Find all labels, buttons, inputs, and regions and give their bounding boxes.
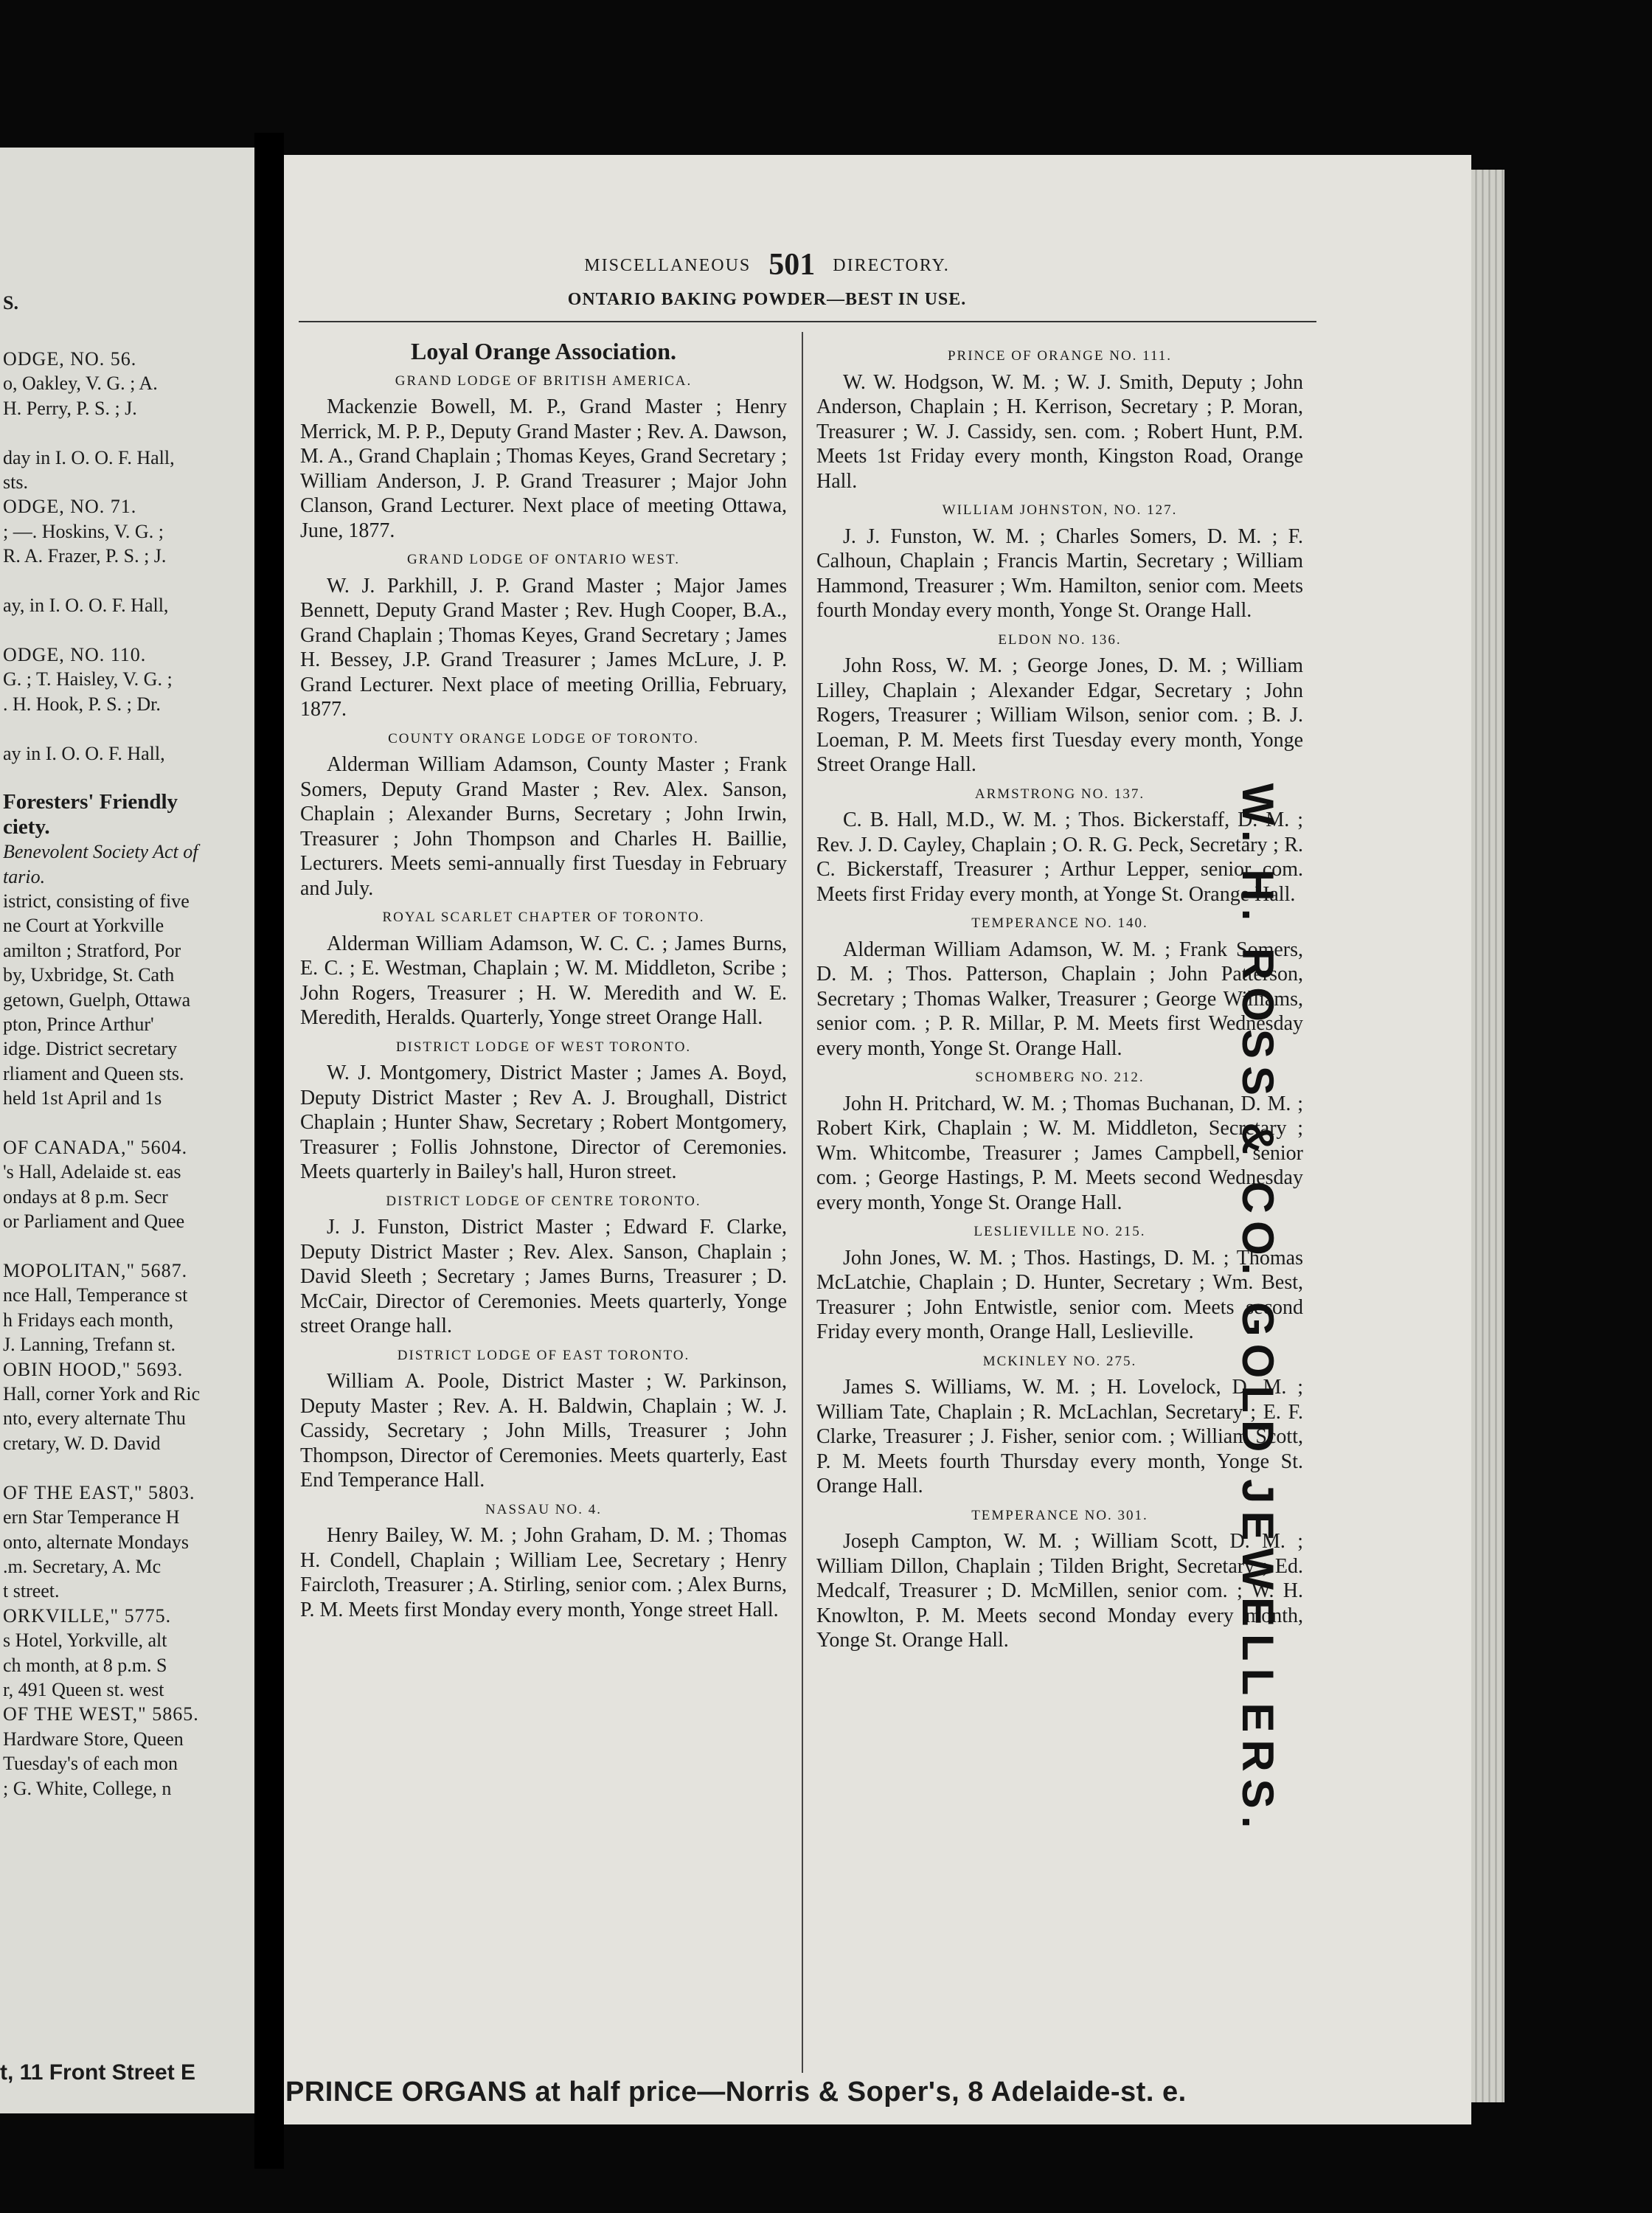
section-main-title: Loyal Orange Association. <box>410 338 676 364</box>
left-page-line: ODGE, NO. 110. <box>3 643 147 665</box>
lodge-title: MCKINLEY NO. 275. <box>982 1353 1137 1369</box>
lodge-entry-text: James S. Williams, W. M. ; H. Lovelock, D. M. ; William Tate, Chaplain ; R. McLachlan, Secretary ; E. F. Clarke, Treasurer ; J. Fisher, senior com. ; William Scott, P. M. Meets fourth Thursday every month, Yonge St. Orange Hall. <box>816 1376 1303 1497</box>
left-page-footer: t, 11 Front Street E <box>0 2060 196 2085</box>
page-subheader-ad: ONTARIO BAKING POWDER—BEST IN USE. <box>567 290 967 309</box>
page-edges <box>1471 170 1504 2102</box>
left-page-line: OF THE WEST," 5865. <box>3 1703 199 1725</box>
left-page-line: or Parliament and Quee <box>3 1211 185 1233</box>
lodge-title: DISTRICT LODGE OF WEST TORONTO. <box>395 1039 692 1055</box>
left-page-line: by, Uxbridge, St. Cath <box>3 964 175 986</box>
lodge-entry-text: John H. Pritchard, W. M. ; Thomas Buchanan, D. M. ; Robert Kirk, Chaplain ; W. M. Middleton, Secretary ; Wm. Whitcombe, Treasurer ; James Campbell, senior com. ; George Hastings, P. M. Meets second Wednesday every month, Yonge St. Orange Hall. <box>816 1092 1303 1214</box>
left-page-line <box>0 617 200 642</box>
left-page-line: ay, in I. O. O. F. Hall, <box>3 595 169 617</box>
lodge-entry-text: W. J. Montgomery, District Master ; James A. Boyd, Deputy District Master ; Rev A. J. Broughall, District Chaplain ; Hunter Shaw, Secretary ; Robert Montgomery, Treasurer ; Follis Johnstone, Director of Ceremonies. Meets quarterly in Bailey's hall, Huron street. <box>300 1062 787 1183</box>
lodge-entry-text: John Jones, W. M. ; Thos. Hastings, D. M. ; Thomas McLatchie, Chaplain ; D. Hunter, Secretary ; Wm. Best, Treasurer ; John Entwistle, senior com. Meets second Friday every month, Orange Hall, Leslieville. <box>816 1246 1303 1343</box>
lodge-entry-text: Alderman William Adamson, W. C. C. ; James Burns, E. C. ; E. Westman, Chaplain ; W. M. Middleton, Scribe ; John Rogers, Treasurer ; H. W. Meredith and W. E. Meredith, Heralds. Quarterly, Yonge street Orange Hall. <box>300 932 787 1029</box>
left-page-line: . H. Hook, P. S. ; Dr. <box>3 693 161 715</box>
left-page-line: ch month, at 8 p.m. S <box>3 1654 167 1676</box>
header-rule <box>299 321 1316 322</box>
left-page-line: ern Star Temperance H <box>3 1506 180 1528</box>
lodge-title: LESLIEVILLE NO. 215. <box>974 1224 1146 1239</box>
left-page-line: ciety. <box>3 814 50 839</box>
left-page-line: nto, every alternate Thu <box>3 1407 186 1430</box>
page-number: 501 <box>768 248 816 282</box>
left-page-line: rliament and Queen sts. <box>3 1062 184 1084</box>
lodge-title: DISTRICT LODGE OF CENTRE TORONTO. <box>386 1193 701 1209</box>
lodge-title: WILLIAM JOHNSTON, NO. 127. <box>942 502 1178 518</box>
lodge-title: GRAND LODGE OF ONTARIO WEST. <box>407 552 680 567</box>
left-page-line: ORKVILLE," 5775. <box>3 1604 172 1627</box>
left-page-line: ne Court at Yorkville <box>3 915 164 937</box>
lodge-title: DISTRICT LODGE OF EAST TORONTO. <box>397 1347 690 1363</box>
left-page-line: Hall, corner York and Ric <box>3 1383 201 1405</box>
left-page-line: istrict, consisting of five <box>3 890 190 912</box>
lodge-entry-text: W. J. Parkhill, J. P. Grand Master ; Major James Bennett, Deputy Grand Master ; Rev. Hugh Cooper, B.A., Grand Chaplain ; Thomas Keyes, Grand Secretary ; James H. Bessey, J.P. Grand Treasurer ; James McLure, J. P. Grand Lecturer. Next place of meeting Orillia, February, 1877. <box>300 574 787 721</box>
left-page-line: getown, Guelph, Ottawa <box>3 988 191 1011</box>
left-page-line: ondays at 8 p.m. Secr <box>3 1185 168 1208</box>
right-page <box>284 155 1471 2124</box>
left-page-line: G. ; T. Haisley, V. G. ; <box>3 668 173 690</box>
left-page-line: h Fridays each month, <box>3 1309 174 1331</box>
left-page-line <box>0 1234 200 1258</box>
lodge-title: ARMSTRONG NO. 137. <box>974 786 1145 802</box>
left-page-line <box>0 420 200 445</box>
lodge-entry-text: J. J. Funston, W. M. ; Charles Somers, D. M. ; F. Calhoun, Chaplain ; Francis Martin, Secretary ; William Hammond, Treasurer ; Wm. Hamilton, senior com. Meets fourth Monday every month, Yonge St. Orange Hall. <box>816 524 1303 622</box>
left-page-line: pton, Prince Arthur' <box>3 1013 154 1035</box>
lodge-title: ROYAL SCARLET CHAPTER OF TORONTO. <box>382 910 705 925</box>
lodge-title: COUNTY ORANGE LODGE OF TORONTO. <box>388 730 699 747</box>
right-column-entries <box>816 344 1303 1653</box>
left-page-line <box>0 766 200 790</box>
lodge-title: TEMPERANCE NO. 140. <box>971 915 1148 931</box>
left-page-line: r, 491 Queen st. west <box>3 1678 164 1700</box>
lodge-title: ELDON NO. 136. <box>998 631 1122 648</box>
right-column <box>816 339 1303 1658</box>
left-page-line: sts. <box>3 471 28 493</box>
left-page-line: nce Hall, Temperance st <box>3 1284 188 1306</box>
page-footer-ad: PRINCE ORGANS at half price—Norris & Soper's, 8 Adelaide-st. e. <box>285 2077 1187 2108</box>
left-page-line: idge. District secretary <box>3 1038 178 1060</box>
left-page-line: J. Lanning, Trefann st. <box>3 1334 176 1356</box>
header-left: MISCELLANEOUS <box>584 256 752 275</box>
left-page-line: day in I. O. O. F. Hall, <box>3 446 175 468</box>
lodge-entry-text: John Ross, W. M. ; George Jones, D. M. ; William Lilley, Chaplain ; Alexander Edgar, Secretary ; John Rogers, Treasurer ; William Wilson, senior com. ; B. J. Loeman, P. M. Meets first Tuesday every month, Yonge Street Orange Hall. <box>816 654 1303 776</box>
book-gutter <box>254 133 284 2169</box>
lodge-entry-text: W. W. Hodgson, W. M. ; W. J. Smith, Deputy ; John Anderson, Chaplain ; H. Kerrison, Secretary ; P. Moran, Treasurer ; W. J. Cassidy, sen. com. ; Robert Hunt, P.M. Meets 1st Friday every month, Kingston Road, Orange Hall. <box>816 370 1303 493</box>
lodge-entry-text: Henry Bailey, W. M. ; John Graham, D. M. ; Thomas H. Condell, Chaplain ; William Lee, Secretary ; Henry Faircloth, Treasurer ; A. Stirling, senior com. ; Alex Burns, P. M. Meets first Monday every month, Yonge street Hall. <box>300 1524 787 1621</box>
left-page-line: Benevolent Society Act of <box>3 841 198 863</box>
left-page-fragment <box>0 148 254 2113</box>
left-page-line: .m. Secretary, A. Mc <box>3 1555 162 1577</box>
left-column <box>300 339 787 1627</box>
left-page-line: tario. <box>3 865 46 887</box>
left-page-line: OF CANADA," 5604. <box>3 1137 188 1158</box>
left-page-line: o, Oakley, V. G. ; A. <box>3 373 158 395</box>
left-page-body <box>0 347 200 1801</box>
left-page-line: Tuesday's of each mon <box>3 1753 178 1775</box>
lodge-title: GRAND LODGE OF BRITISH AMERICA. <box>395 373 693 389</box>
lodge-entry-text: J. J. Funston, District Master ; Edward F. Clarke, Deputy District Master ; Rev. Alex. Sanson, Chaplain ; David Sleeth ; Secretary ; James Burns, Treasurer ; D. McCair, Director of Ceremonies. Meets quarterly, Yonge street Orange hall. <box>300 1216 787 1337</box>
left-page-line: ay in I. O. O. F. Hall, <box>3 742 165 764</box>
left-page-line: H. Perry, P. S. ; J. <box>3 397 137 419</box>
left-page-line: MOPOLITAN," 5687. <box>3 1260 188 1282</box>
left-page-line <box>0 1111 200 1135</box>
lodge-title: PRINCE OF ORANGE NO. 111. <box>947 348 1173 364</box>
lodge-entry-text: Alderman William Adamson, W. M. ; Frank Somers, D. M. ; Thos. Patterson, Chaplain ; John Patterson, Secretary ; Thomas Walker, Treasurer ; George Williams, senior com. ; P. R. Millar, P. M. Meets first Wednesday every month, Yonge St. Orange Hall. <box>816 938 1303 1060</box>
left-page-line <box>0 716 200 741</box>
left-page-line: amilton ; Stratford, Por <box>3 939 181 961</box>
column-divider <box>802 332 803 2073</box>
lodge-title: TEMPERANCE NO. 301. <box>971 1507 1148 1523</box>
lodge-title: SCHOMBERG NO. 212. <box>975 1070 1145 1085</box>
lodge-entry-text: C. B. Hall, M.D., W. M. ; Thos. Bickerstaff, D. M. ; Rev. J. D. Cayley, Chaplain ; O. R. G. Peck, Secretary ; R. C. Bickerstaff, Treasurer ; Arthur Lepper, senior com. Meets first Friday every month, at Yonge St. Orange Hall. <box>816 808 1303 906</box>
lodge-entry-text: Joseph Campton, W. M. ; William Scott, D. M. ; William Dillon, Chaplain ; Tilden Bright, Secretary ; Ed. Medcalf, Treasurer ; D. McMillen, senior com. ; W. H. Knowlton, P. M. Meets second Monday every month, Yonge St. Orange Hall. <box>816 1530 1303 1652</box>
left-column-entries <box>300 369 787 1623</box>
left-page-line: ; —. Hoskins, V. G. ; <box>3 520 164 542</box>
lodge-title: NASSAU NO. 4. <box>485 1501 602 1517</box>
left-page-line: ; G. White, College, n <box>3 1777 172 1799</box>
page-header <box>284 247 1250 283</box>
left-page-line: ODGE, NO. 56. <box>3 348 137 370</box>
left-page-line: Foresters' Friendly <box>3 790 178 814</box>
vertical-advertisement: W. H. ROSS & CO. GOLD JEWELLERS. <box>1233 783 1283 1836</box>
left-page-line: OF THE EAST," 5803. <box>3 1481 195 1503</box>
lodge-entry-text: Alderman William Adamson, County Master ; Frank Somers, Deputy Grand Master ; Rev. Alex. Sanson, Chaplain ; Alexander Burns, Secretary ; John Irwin, Treasurer ; John Thompson and Charles H. Baillie, Lecturers. Meets semi-annually first Tuesday in February and July. <box>300 753 787 900</box>
left-page-line: OBIN HOOD," 5693. <box>3 1358 184 1380</box>
left-page-line: ODGE, NO. 71. <box>3 496 137 518</box>
left-page-line <box>0 1455 200 1480</box>
left-page-line: held 1st April and 1s <box>3 1087 162 1109</box>
left-page-line <box>0 569 200 593</box>
lodge-entry-text: William A. Poole, District Master ; W. Parkinson, Deputy Master ; Rev. A. H. Baldwin, Chaplain ; W. J. Cassidy, Secretary ; John Mills, Treasurer ; John Thompson, Director of Ceremonies. Meets quarterly, East End Temperance Hall. <box>300 1370 787 1492</box>
header-right: DIRECTORY. <box>833 256 950 275</box>
left-page-line: onto, alternate Mondays <box>3 1531 189 1553</box>
left-page-top-fragment: S. <box>3 292 18 314</box>
lodge-entry-text: Mackenzie Bowell, M. P., Grand Master ; Henry Merrick, M. P. P., Deputy Grand Master ; Rev. A. Dawson, M. A., Grand Chaplain ; Thomas Keyes, Grand Secretary ; William Anderson, J. P. Grand Treasurer ; Major John Clanson, Grand Lecturer. Next place of meeting Ottawa, June, 1877. <box>300 395 787 542</box>
left-page-line: Hardware Store, Queen <box>3 1728 184 1750</box>
left-page-line: s Hotel, Yorkville, alt <box>3 1630 167 1652</box>
left-page-line: R. A. Frazer, P. S. ; J. <box>3 545 167 567</box>
left-page-line: 's Hall, Adelaide st. eas <box>3 1161 181 1183</box>
left-page-line: t street. <box>3 1580 60 1602</box>
left-page-line: cretary, W. D. David <box>3 1432 161 1454</box>
